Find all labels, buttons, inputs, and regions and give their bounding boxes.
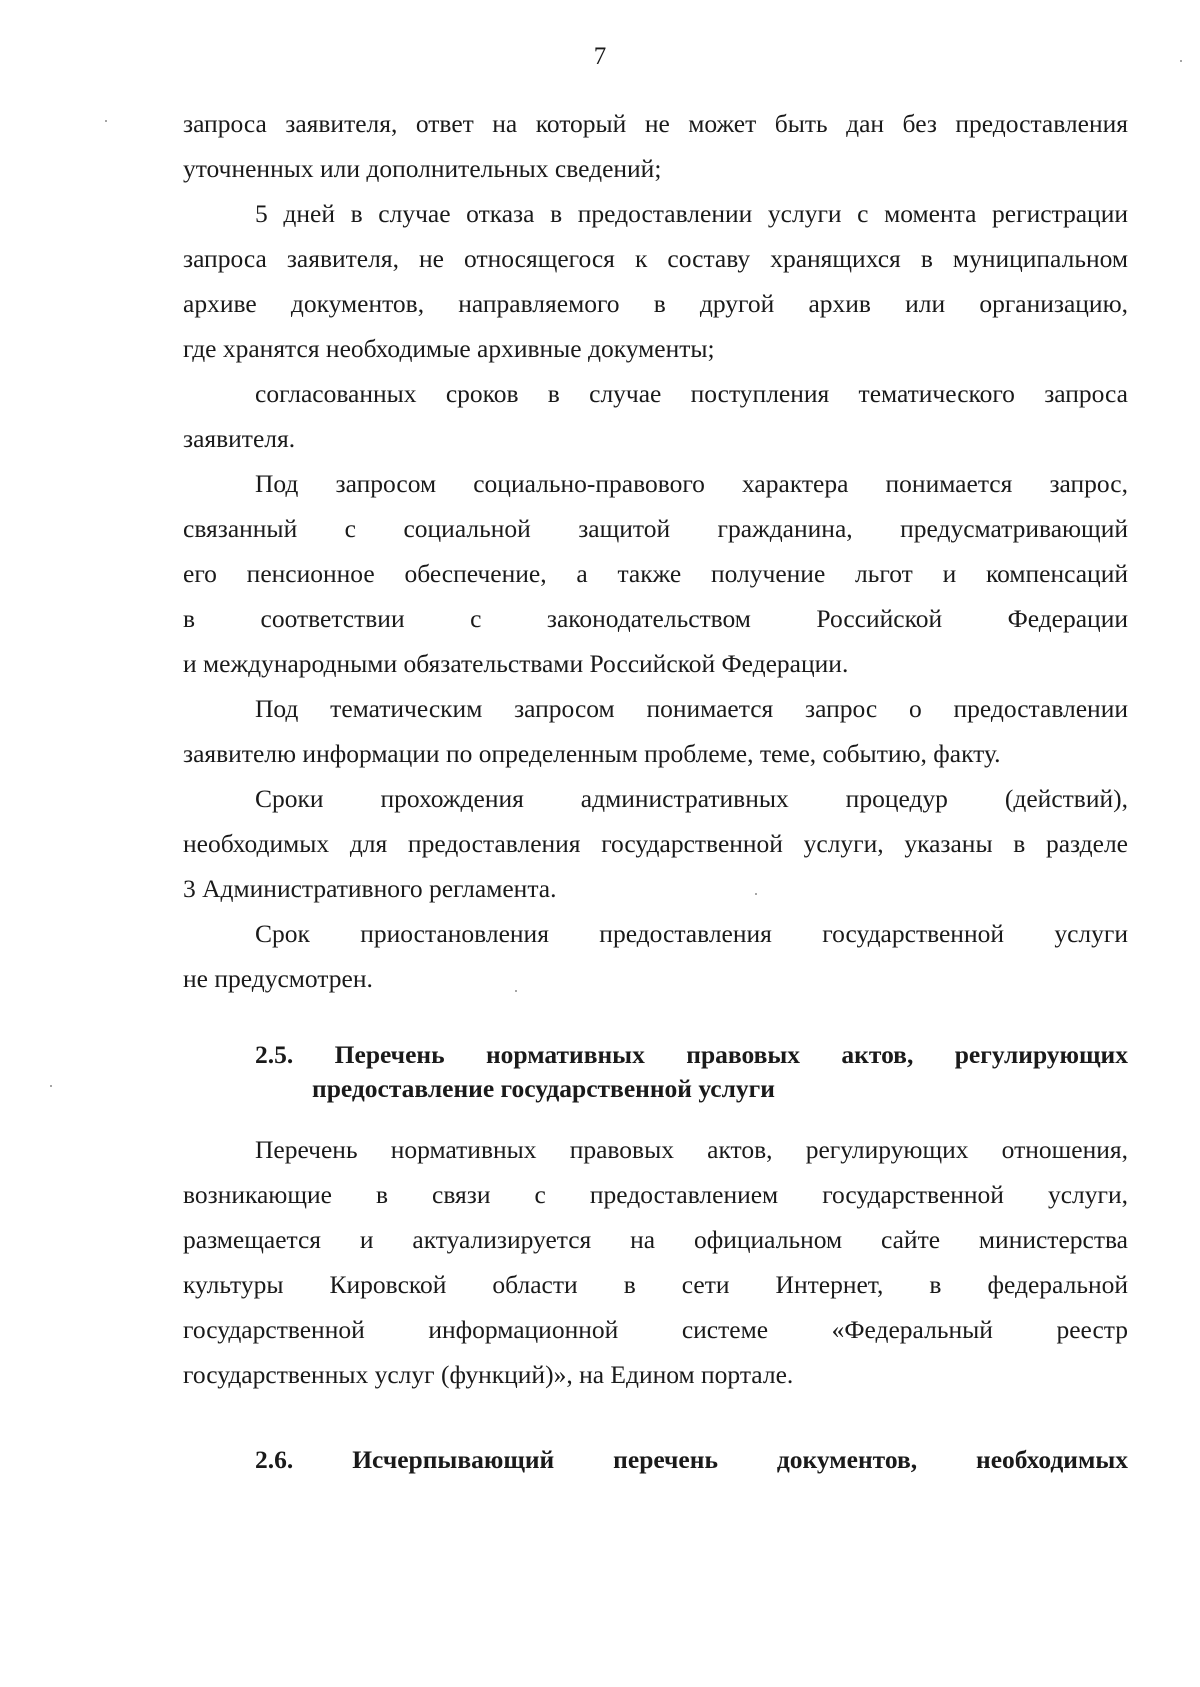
text-line: Сроки прохождения административных процедур (действий), [255, 784, 1128, 813]
text-line: и международными обязательствами Российской Федерации. [183, 649, 849, 678]
scan-speck [105, 120, 107, 122]
text-line: необходимых для предоставления государственной услуги, указаны в разделе [183, 829, 1128, 858]
text-line: Срок приостановления предоставления государственной услуги [255, 919, 1128, 948]
section-heading: 2.5. Перечень нормативных правовых актов, регулирующих [255, 1040, 1128, 1069]
text-line: его пенсионное обеспечение, а также получение льгот и компенсаций [183, 559, 1128, 588]
text-line: запроса заявителя, не относящегося к составу хранящихся в муниципальном [183, 244, 1128, 273]
text-line: размещается и актуализируется на официальном сайте министерства [183, 1225, 1128, 1254]
section-heading: 2.6. Исчерпывающий перечень документов, необходимых [255, 1445, 1128, 1474]
text-line: государственных услуг (функций)», на Едином портале. [183, 1360, 794, 1389]
text-line: Под запросом социально-правового характера понимается запрос, [255, 469, 1128, 498]
text-line: 3 Административного регламента. [183, 874, 557, 903]
scan-speck [515, 990, 517, 992]
text-line: в соответствии с законодательством Российской Федерации [183, 604, 1128, 633]
scan-speck [755, 893, 757, 895]
scan-speck [50, 1085, 52, 1087]
text-line: 5 дней в случае отказа в предоставлении услуги с момента регистрации [255, 199, 1128, 228]
text-line: государственной информационной системе «Федеральный реестр [183, 1315, 1128, 1344]
text-line: возникающие в связи с предоставлением государственной услуги, [183, 1180, 1128, 1209]
text-line: Под тематическим запросом понимается запрос о предоставлении [255, 694, 1128, 723]
text-line: культуры Кировской области в сети Интернет, в федеральной [183, 1270, 1128, 1299]
text-line: связанный с социальной защитой гражданина, предусматривающий [183, 514, 1128, 543]
text-line: заявителя. [183, 424, 296, 453]
text-line: архиве документов, направляемого в другой архив или организацию, [183, 289, 1128, 318]
text-line: Перечень нормативных правовых актов, регулирующих отношения, [255, 1135, 1128, 1164]
scan-speck [1180, 60, 1182, 62]
text-line: заявителю информации по определенным проблеме, теме, событию, факту. [183, 739, 1001, 768]
text-line: запроса заявителя, ответ на который не может быть дан без предоставления [183, 109, 1128, 138]
text-line: согласованных сроков в случае поступления тематического запроса [255, 379, 1128, 408]
text-line: уточненных или дополнительных сведений; [183, 154, 662, 183]
text-line: где хранятся необходимые архивные документы; [183, 334, 715, 363]
page-number: 7 [593, 43, 607, 70]
text-line: не предусмотрен. [183, 964, 373, 993]
section-heading: предоставление государственной услуги [312, 1074, 775, 1103]
